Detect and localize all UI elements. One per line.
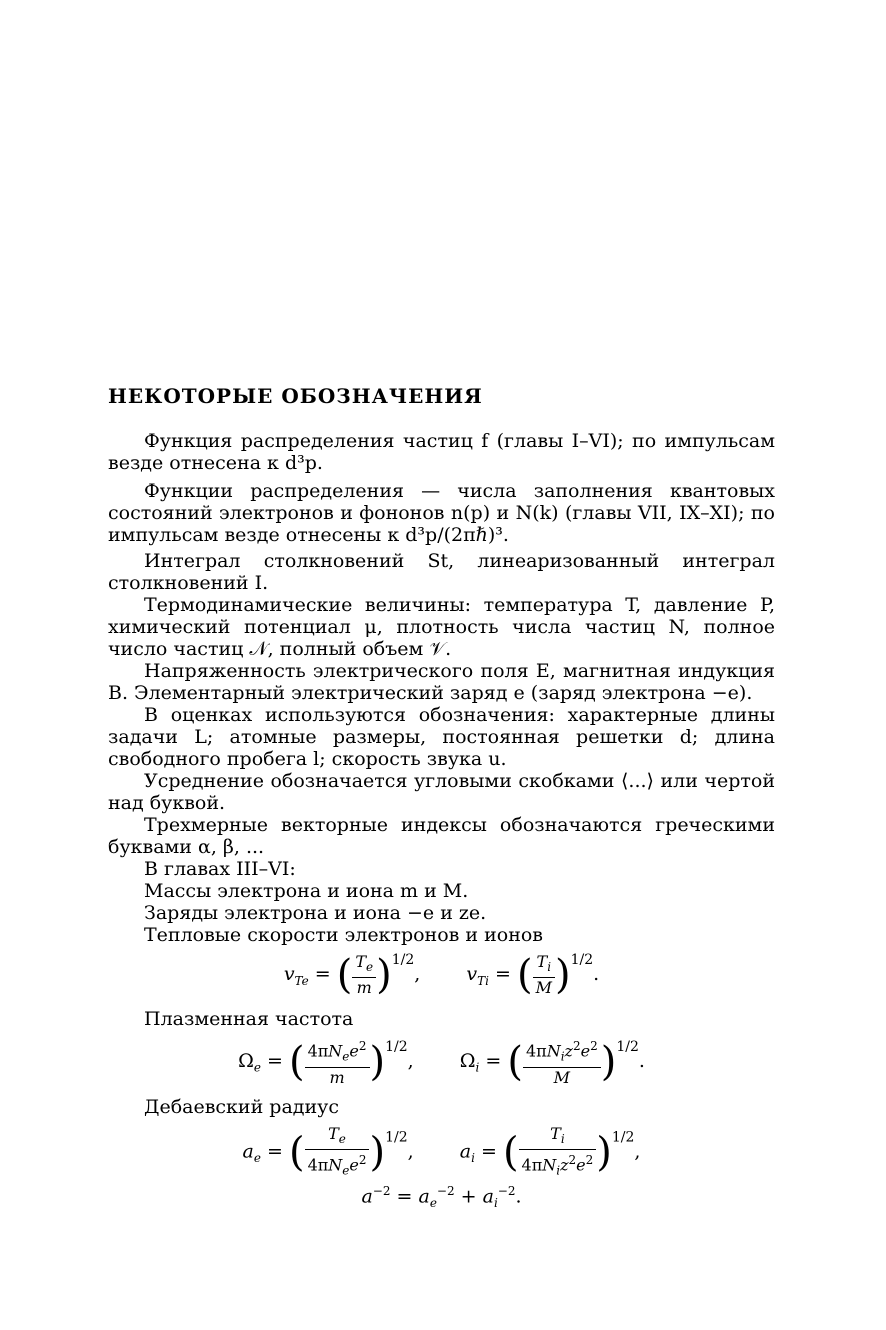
formula-debye-total: $a^{-2} = a_e^{-2} + a_i^{-2}$. [361, 1184, 522, 1211]
paragraph-vector-indices: Трехмерные векторные индексы обозначаются греческими буквами α, β, ... [108, 814, 775, 858]
page-title: НЕКОТОРЫЕ ОБОЗНАЧЕНИЯ [108, 384, 483, 408]
formula-text-thermal [0, 0, 1, 1]
line-masses: Массы электрона и иона m и M. [144, 880, 469, 902]
formula-plasma-frequency: $\Omega_e$ = ( $\frac{4\pi N_ee^2}{m}$ )$^{1/2}$, $\Omega_i$ = ( $\frac{4\pi N_iz^2e^2}{M}$ )$^{1/2}$. [108, 1036, 775, 1088]
paragraph-estimates: В оценках используются обозначения: характерные длины задачи L; атомные размеры, постоянная решетки d; длина свободного пробега l; скорость звука u. [108, 704, 775, 770]
line-thermal-velocities: Тепловые скорости электронов и ионов [144, 924, 543, 946]
formula-debye-radius: $a_e$ = ( $\frac{T_e}{4\pi N_ee^2}$ )$^{1/2}$, $a_i$ = ( $\frac{T_i}{4\pi N_iz^2e^2}$ )$^{1/2}$, [242, 1124, 641, 1178]
line-charges: Заряды электрона и иона −e и ze. [144, 902, 487, 924]
line-plasma-frequency: Плазменная частота [144, 1008, 354, 1030]
paragraph-occupation-numbers: Функции распределения — числа заполнения квантовых состояний электронов и фононов n(p) и N(k) (главы VII, IX–XI); по импульсам везде отнесены к d³p/(2πℏ)³. [108, 480, 775, 546]
paragraph-fields: Напряженность электрического поля E, магнитная индукция B. Элементарный электрический заряд e (заряд электрона −e). [108, 660, 775, 704]
line-chapters: В главах III–VI: [144, 858, 296, 880]
line-debye-radius: Дебаевский радиус [144, 1096, 339, 1118]
paragraph-collision-integral: Интеграл столкновений St, линеаризованный интеграл столкновений I. [108, 550, 775, 594]
paragraph-thermodynamics: Термодинамические величины: температура T, давление P, химический потенциал μ, плотность числа частиц N, полное число частиц 𝒩, полный объем 𝒱. [108, 594, 775, 660]
paragraph-distribution-function: Функция распределения частиц f (главы I–VI); по импульсам везде отнесена к d³p. [108, 430, 775, 474]
formula-thermal-velocity: $v_{Te}$ = ( $\frac{T_e}{m}$ )$^{1/2}$, $v_{Ti}$ = ( $\frac{T_i}{M}$ )$^{1/2}$. [283, 952, 600, 999]
paragraph-averaging: Усреднение обозначается угловыми скобками ⟨...⟩ или чертой над буквой. [108, 770, 775, 814]
